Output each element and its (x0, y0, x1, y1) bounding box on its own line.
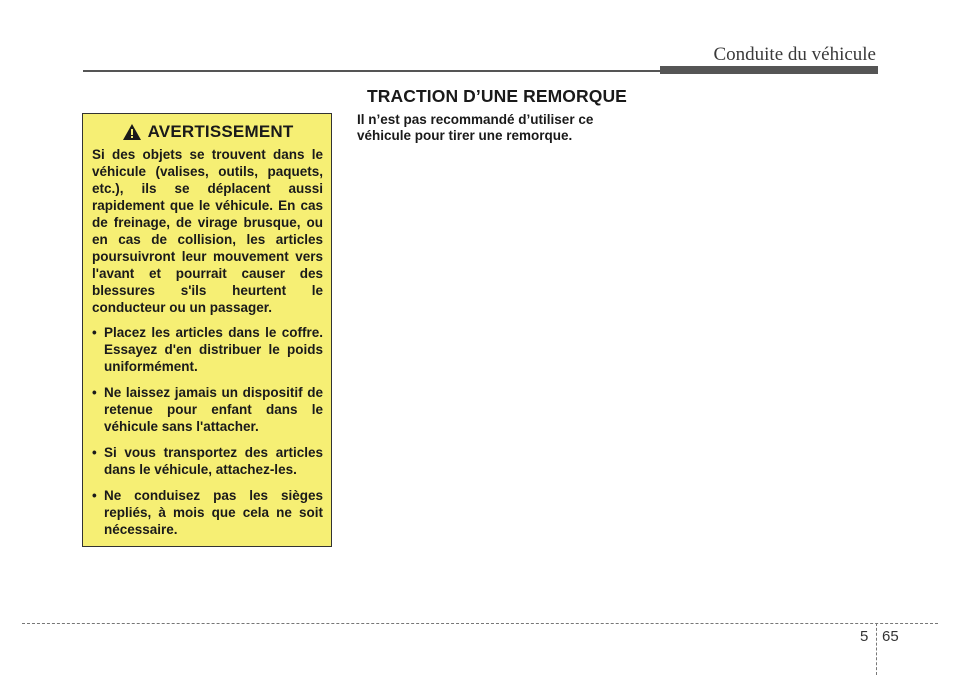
section-title: Conduite du véhicule (713, 44, 876, 65)
warning-item-text: Placez les articles dans le coffre. Essayez d'en distribuer le poids uniformément. (104, 325, 323, 374)
chapter-number: 5 (860, 628, 869, 645)
page-heading: TRACTION D’UNE REMORQUE (367, 86, 627, 106)
page-number: 65 (882, 628, 899, 645)
bullet-icon: • (92, 385, 97, 400)
warning-list (92, 324, 323, 538)
warning-title: AVERTISSEMENT (147, 122, 294, 141)
bullet-icon: • (92, 445, 97, 460)
footer-divider (876, 623, 877, 675)
footer-rule (22, 623, 938, 624)
warning-list-item (92, 384, 323, 435)
warning-list-item (92, 324, 323, 375)
warning-item-text: Ne laissez jamais un dispositif de retenue pour enfant dans le véhicule sans l'attacher. (104, 385, 323, 434)
header-rule (83, 70, 663, 72)
bullet-icon: • (92, 488, 97, 503)
warning-list-item (92, 487, 323, 538)
header-rule-accent (660, 66, 878, 74)
body-paragraph: Il n’est pas recommandé d’utiliser ce véhicule pour tirer une remorque. (357, 112, 594, 143)
warning-intro: Si des objets se trouvent dans le véhicule (valises, outils, paquets, etc.), ils se déplacent aussi rapidement que le véhicule. En cas de freinage, de virage brusque, ou en cas de collision, les articles poursuivront leur mouvement vers l'avant et pourrait causer des blessures s'ils heurtent le conducteur ou un passager. (92, 147, 323, 315)
bullet-icon: • (92, 325, 97, 340)
warning-triangle-icon (122, 123, 142, 141)
warning-item-text: Si vous transportez des articles dans le véhicule, attachez-les. (104, 445, 323, 477)
warning-box (82, 113, 332, 547)
warning-header (92, 122, 323, 142)
warning-item-text: Ne conduisez pas les sièges repliés, à mois que cela ne soit nécessaire. (104, 488, 323, 537)
warning-list-item (92, 444, 323, 478)
